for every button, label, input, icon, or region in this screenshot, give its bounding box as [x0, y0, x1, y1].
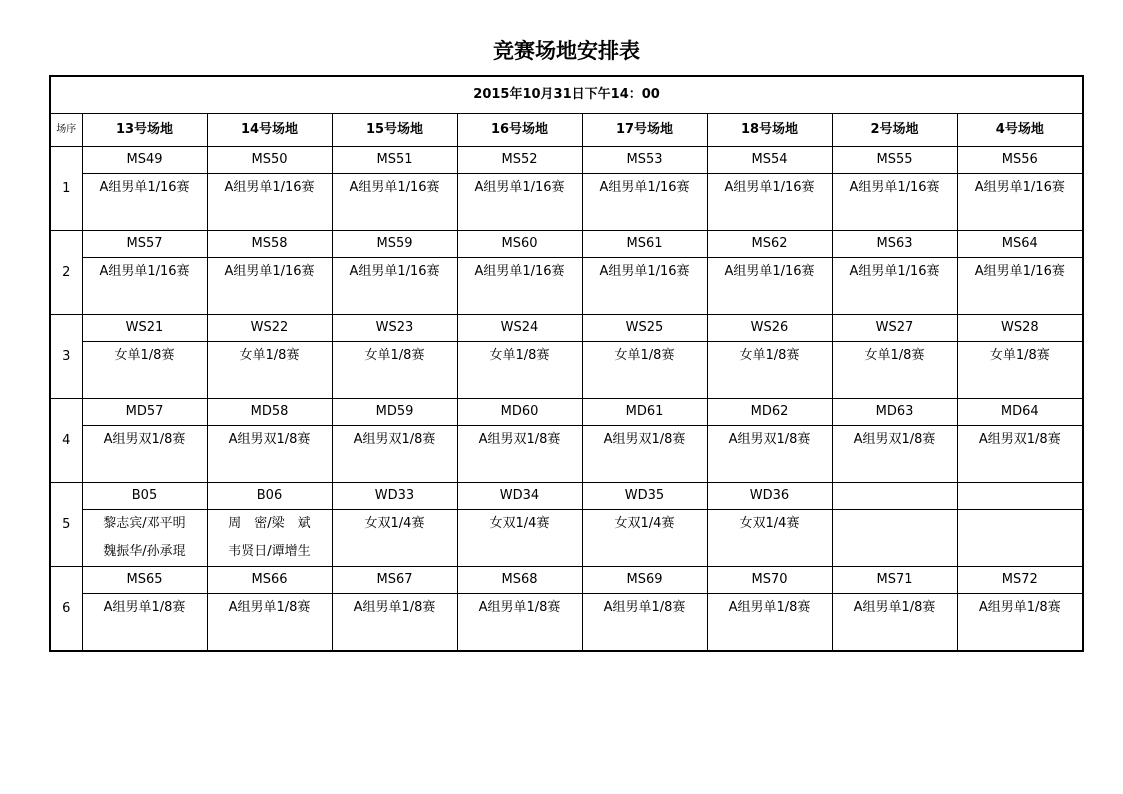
match-code-cell: MS49: [82, 147, 207, 174]
event-cell: A组男单1/8赛: [707, 594, 832, 623]
schedule-table: [49, 75, 1084, 652]
event-extra-cell: [457, 538, 582, 567]
event-cell: [832, 510, 957, 539]
round-5-codes-row: [50, 483, 1083, 510]
event-cell: A组男单1/16赛: [582, 258, 707, 287]
event-cell: 女单1/8赛: [82, 342, 207, 371]
event-cell: A组男双1/8赛: [707, 426, 832, 455]
match-code-cell: MD57: [82, 399, 207, 426]
page-title: 竞赛场地安排表: [493, 39, 640, 63]
match-code-cell: MS66: [207, 567, 332, 594]
event-extra-cell: [707, 622, 832, 651]
event-cell: A组男单1/16赛: [582, 174, 707, 203]
event-cell: 女单1/8赛: [332, 342, 457, 371]
event-extra-cell: [82, 202, 207, 231]
match-code-cell: MS57: [82, 231, 207, 258]
event-extra-cell: [832, 370, 957, 399]
match-code-cell: MS64: [957, 231, 1083, 258]
event-cell: 女双1/4赛: [582, 510, 707, 539]
event-cell: A组男双1/8赛: [582, 426, 707, 455]
event-extra-cell: [832, 538, 957, 567]
round-1-events-row: [50, 174, 1083, 203]
match-code-cell: MS52: [457, 147, 582, 174]
round-order-cell: 4: [50, 399, 82, 483]
event-cell: A组男单1/8赛: [957, 594, 1083, 623]
event-cell: 女单1/8赛: [957, 342, 1083, 371]
event-extra-cell: [582, 454, 707, 483]
event-extra-cell: [832, 622, 957, 651]
event-extra-cell: [207, 202, 332, 231]
round-order-cell: 3: [50, 315, 82, 399]
event-cell: A组男单1/8赛: [457, 594, 582, 623]
round-2-extra-row: [50, 286, 1083, 315]
event-cell: A组男单1/16赛: [332, 174, 457, 203]
match-code-cell: WD34: [457, 483, 582, 510]
match-code-cell: MS71: [832, 567, 957, 594]
round-order-cell: 1: [50, 147, 82, 231]
match-code-cell: MS62: [707, 231, 832, 258]
round-4-codes-row: [50, 399, 1083, 426]
event-extra-cell: [707, 286, 832, 315]
event-cell: A组男单1/8赛: [832, 594, 957, 623]
event-cell: A组男单1/16赛: [832, 258, 957, 287]
event-extra-cell: [332, 622, 457, 651]
round-6-extra-row: [50, 622, 1083, 651]
court-header: 17号场地: [582, 114, 707, 147]
round-3-events-row: [50, 342, 1083, 371]
event-extra-cell: [582, 622, 707, 651]
event-extra-cell: [82, 454, 207, 483]
event-extra-cell: [332, 454, 457, 483]
match-code-cell: MS60: [457, 231, 582, 258]
event-extra-cell: [957, 202, 1083, 231]
match-code-cell: MS54: [707, 147, 832, 174]
event-extra-cell: [207, 622, 332, 651]
event-extra-cell: [82, 622, 207, 651]
match-code-cell: WS25: [582, 315, 707, 342]
court-header: 15号场地: [332, 114, 457, 147]
event-cell: A组男单1/8赛: [207, 594, 332, 623]
round-order-cell: 6: [50, 567, 82, 652]
match-code-cell: [957, 483, 1083, 510]
event-cell: A组男单1/16赛: [832, 174, 957, 203]
event-cell: A组男单1/8赛: [332, 594, 457, 623]
match-code-cell: WS26: [707, 315, 832, 342]
event-extra-cell: [957, 538, 1083, 567]
event-extra-cell: 韦贤日/谭增生: [207, 538, 332, 567]
order-header: 场序: [50, 114, 82, 147]
datetime-cell: 2015年10月31日下午14：00: [50, 76, 1083, 114]
event-cell: A组男单1/16赛: [207, 174, 332, 203]
round-1-extra-row: [50, 202, 1083, 231]
match-code-cell: MS55: [832, 147, 957, 174]
event-cell: A组男单1/16赛: [707, 174, 832, 203]
match-code-cell: WD33: [332, 483, 457, 510]
event-cell: A组男双1/8赛: [207, 426, 332, 455]
match-code-cell: MS59: [332, 231, 457, 258]
event-cell: A组男双1/8赛: [957, 426, 1083, 455]
round-2-codes-row: [50, 231, 1083, 258]
event-extra-cell: 魏振华/孙承琨: [82, 538, 207, 567]
event-extra-cell: [332, 286, 457, 315]
round-4-extra-row: [50, 454, 1083, 483]
event-cell: A组男单1/16赛: [207, 258, 332, 287]
event-cell: A组男单1/8赛: [582, 594, 707, 623]
event-cell: [957, 510, 1083, 539]
match-code-cell: WS21: [82, 315, 207, 342]
event-cell: A组男单1/16赛: [957, 174, 1083, 203]
match-code-cell: MS68: [457, 567, 582, 594]
event-extra-cell: [457, 286, 582, 315]
match-code-cell: MS63: [832, 231, 957, 258]
event-extra-cell: [957, 286, 1083, 315]
court-header: 18号场地: [707, 114, 832, 147]
event-cell: 女单1/8赛: [207, 342, 332, 371]
event-cell: 女单1/8赛: [457, 342, 582, 371]
event-extra-cell: [457, 622, 582, 651]
event-extra-cell: [582, 370, 707, 399]
event-extra-cell: [207, 454, 332, 483]
event-cell: A组男双1/8赛: [82, 426, 207, 455]
round-6-events-row: [50, 594, 1083, 623]
match-code-cell: MD58: [207, 399, 332, 426]
event-cell: 女单1/8赛: [707, 342, 832, 371]
event-cell: A组男单1/16赛: [332, 258, 457, 287]
match-code-cell: WD36: [707, 483, 832, 510]
round-3-extra-row: [50, 370, 1083, 399]
event-extra-cell: [582, 538, 707, 567]
match-code-cell: MD60: [457, 399, 582, 426]
match-code-cell: MS70: [707, 567, 832, 594]
event-extra-cell: [207, 370, 332, 399]
match-code-cell: MS58: [207, 231, 332, 258]
match-code-cell: MS72: [957, 567, 1083, 594]
event-cell: A组男单1/16赛: [457, 174, 582, 203]
match-code-cell: MS69: [582, 567, 707, 594]
match-code-cell: MS61: [582, 231, 707, 258]
round-order-cell: 2: [50, 231, 82, 315]
match-code-cell: WS23: [332, 315, 457, 342]
match-code-cell: MS53: [582, 147, 707, 174]
match-code-cell: MD64: [957, 399, 1083, 426]
event-extra-cell: [832, 454, 957, 483]
event-extra-cell: [707, 370, 832, 399]
event-cell: 女单1/8赛: [832, 342, 957, 371]
event-extra-cell: [832, 202, 957, 231]
event-cell: A组男单1/16赛: [82, 174, 207, 203]
round-5-events-row: [50, 510, 1083, 539]
event-extra-cell: [332, 538, 457, 567]
match-code-cell: MS67: [332, 567, 457, 594]
event-extra-cell: [207, 286, 332, 315]
match-code-cell: WS24: [457, 315, 582, 342]
event-cell: 女双1/4赛: [457, 510, 582, 539]
event-extra-cell: [582, 202, 707, 231]
event-extra-cell: [957, 370, 1083, 399]
court-header: 16号场地: [457, 114, 582, 147]
event-cell: 黎志宾/邓平明: [82, 510, 207, 539]
match-code-cell: MS56: [957, 147, 1083, 174]
event-cell: 女单1/8赛: [582, 342, 707, 371]
court-header-row: [50, 114, 1083, 147]
match-code-cell: WS22: [207, 315, 332, 342]
court-header: 13号场地: [82, 114, 207, 147]
event-extra-cell: [332, 202, 457, 231]
event-extra-cell: [957, 454, 1083, 483]
event-cell: A组男双1/8赛: [832, 426, 957, 455]
event-cell: A组男单1/8赛: [82, 594, 207, 623]
event-extra-cell: [832, 286, 957, 315]
match-code-cell: [832, 483, 957, 510]
event-cell: 周 密/梁 斌: [207, 510, 332, 539]
event-extra-cell: [957, 622, 1083, 651]
round-4-events-row: [50, 426, 1083, 455]
round-6-codes-row: [50, 567, 1083, 594]
match-code-cell: MS50: [207, 147, 332, 174]
match-code-cell: WS27: [832, 315, 957, 342]
event-cell: A组男单1/16赛: [457, 258, 582, 287]
round-1-codes-row: [50, 147, 1083, 174]
event-cell: A组男单1/16赛: [82, 258, 207, 287]
datetime-row: [50, 76, 1083, 114]
match-code-cell: MD62: [707, 399, 832, 426]
match-code-cell: B05: [82, 483, 207, 510]
court-header: 2号场地: [832, 114, 957, 147]
event-cell: 女双1/4赛: [332, 510, 457, 539]
event-extra-cell: [457, 202, 582, 231]
court-header: 14号场地: [207, 114, 332, 147]
event-cell: 女双1/4赛: [707, 510, 832, 539]
event-extra-cell: [457, 454, 582, 483]
match-code-cell: MD61: [582, 399, 707, 426]
round-order-cell: 5: [50, 483, 82, 567]
round-3-codes-row: [50, 315, 1083, 342]
event-extra-cell: [707, 454, 832, 483]
match-code-cell: MS65: [82, 567, 207, 594]
round-5-extra-row: [50, 538, 1083, 567]
match-code-cell: MS51: [332, 147, 457, 174]
event-cell: A组男单1/16赛: [707, 258, 832, 287]
event-extra-cell: [332, 370, 457, 399]
event-cell: A组男双1/8赛: [457, 426, 582, 455]
court-header: 4号场地: [957, 114, 1083, 147]
match-code-cell: WS28: [957, 315, 1083, 342]
event-extra-cell: [707, 538, 832, 567]
match-code-cell: B06: [207, 483, 332, 510]
match-code-cell: WD35: [582, 483, 707, 510]
event-extra-cell: [582, 286, 707, 315]
event-extra-cell: [82, 286, 207, 315]
event-extra-cell: [457, 370, 582, 399]
event-extra-cell: [707, 202, 832, 231]
event-cell: A组男单1/16赛: [957, 258, 1083, 287]
match-code-cell: MD59: [332, 399, 457, 426]
match-code-cell: MD63: [832, 399, 957, 426]
event-cell: A组男双1/8赛: [332, 426, 457, 455]
round-2-events-row: [50, 258, 1083, 287]
event-extra-cell: [82, 370, 207, 399]
